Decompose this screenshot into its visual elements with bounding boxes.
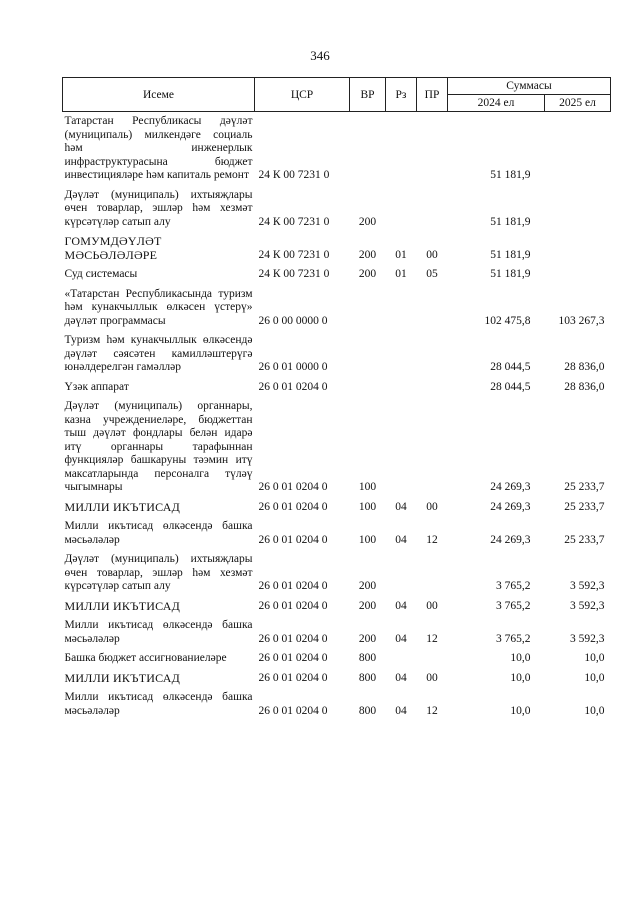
row-pr-code: 00 bbox=[426, 671, 438, 684]
budget-table bbox=[62, 77, 611, 721]
row-vr-code: 800 bbox=[358, 652, 377, 664]
row-name: Үзәк аппарат bbox=[64, 380, 129, 393]
table-row bbox=[63, 378, 611, 398]
row-amount-2024: 51 181,9 bbox=[490, 268, 531, 280]
row-rz-code: 04 bbox=[395, 671, 407, 684]
row-vr-code: 200 bbox=[358, 632, 377, 645]
row-csr-code: 24 К 00 7231 0 bbox=[258, 268, 330, 280]
row-vr-code: 800 bbox=[358, 671, 377, 684]
row-name: Суд системасы bbox=[64, 268, 138, 280]
row-amount-2025: 28 836,0 bbox=[564, 380, 605, 393]
row-csr-code: 26 0 01 0204 0 bbox=[258, 599, 328, 612]
row-rz-code: 01 bbox=[395, 248, 407, 261]
table-header bbox=[63, 78, 611, 112]
row-rz-code bbox=[386, 285, 417, 332]
row-pr-code: 12 bbox=[426, 704, 438, 717]
table-row bbox=[63, 688, 611, 721]
row-rz-code bbox=[386, 186, 417, 233]
row-csr-code: 26 0 01 0000 0 bbox=[258, 361, 328, 373]
header-csr: ЦСР bbox=[255, 78, 350, 112]
header-pr: ПР bbox=[417, 78, 448, 112]
row-amount-2024: 102 475,8 bbox=[484, 314, 531, 327]
row-pr-code: 00 bbox=[426, 599, 438, 612]
row-amount-2025 bbox=[545, 112, 611, 186]
row-name: Дәүләт (муниципаль) органнары, казна учреждениеләре, бюджеттан тыш дәүләт фондлары белән идарә итү органнары тарафыннан функцияләр башкаруны тәэмин итү максатларында персоналга түләү чыгымнары bbox=[64, 400, 253, 493]
row-amount-2024: 3 765,2 bbox=[496, 632, 531, 645]
row-amount-2025: 25 233,7 bbox=[564, 533, 605, 546]
row-amount-2024: 24 269,3 bbox=[490, 481, 531, 493]
table-row bbox=[63, 232, 611, 265]
row-csr-code: 26 0 01 0204 0 bbox=[258, 580, 328, 592]
row-csr-code: 26 0 01 0204 0 bbox=[258, 704, 328, 717]
row-amount-2024: 51 181,9 bbox=[490, 248, 531, 261]
table-row bbox=[63, 649, 611, 669]
row-amount-2024: 3 765,2 bbox=[496, 599, 531, 612]
row-csr-code: 26 0 01 0204 0 bbox=[258, 671, 328, 684]
row-amount-2025 bbox=[545, 265, 611, 285]
row-amount-2025: 28 836,0 bbox=[564, 361, 605, 373]
row-csr-code: 26 0 00 0000 0 bbox=[258, 314, 328, 327]
row-rz-code bbox=[386, 550, 417, 597]
row-vr-code: 200 bbox=[358, 599, 377, 612]
row-vr-code bbox=[350, 378, 386, 398]
row-pr-code bbox=[417, 649, 448, 669]
row-amount-2025: 103 267,3 bbox=[558, 314, 605, 327]
row-rz-code: 04 bbox=[395, 632, 407, 645]
row-amount-2025: 10,0 bbox=[584, 704, 605, 717]
row-pr-code: 12 bbox=[426, 632, 438, 645]
row-amount-2024: 10,0 bbox=[510, 704, 531, 717]
row-name: Милли икътисад өлкәсендә башка мәсьәләләр bbox=[64, 520, 253, 546]
row-rz-code: 04 bbox=[395, 599, 407, 612]
row-name: МИЛЛИ ИКЪТИСАД bbox=[64, 499, 180, 514]
row-pr-code bbox=[417, 186, 448, 233]
table-row bbox=[63, 498, 611, 518]
table-body bbox=[63, 112, 611, 722]
row-amount-2024: 28 044,5 bbox=[490, 361, 531, 373]
row-vr-code: 100 bbox=[358, 500, 377, 513]
row-name: Башка бюджет ассигнованиеләре bbox=[64, 652, 227, 664]
row-pr-code bbox=[417, 331, 448, 378]
row-rz-code: 04 bbox=[395, 533, 407, 546]
row-name: Татарстан Республикасы дәүләт (муниципаль) милкендәге социаль һәм инженерлык инфраструктурасына бюджет инвестицияләре һәм капиталь ремонт bbox=[64, 115, 253, 181]
row-amount-2024: 28 044,5 bbox=[490, 380, 531, 393]
row-vr-code: 200 bbox=[358, 215, 377, 228]
row-amount-2024: 51 181,9 bbox=[490, 215, 531, 228]
row-pr-code bbox=[417, 285, 448, 332]
header-year-2024: 2024 ел bbox=[448, 95, 545, 112]
row-csr-code: 26 0 01 0204 0 bbox=[258, 533, 328, 546]
row-amount-2024: 51 181,9 bbox=[490, 169, 531, 181]
row-name: Милли икътисад өлкәсендә башка мәсьәләләр bbox=[64, 619, 253, 645]
row-rz-code bbox=[386, 397, 417, 498]
row-name: ГОМУМДӘҮЛӘТ МӘСЬӘЛӘЛӘРЕ bbox=[64, 234, 162, 262]
table-row bbox=[63, 397, 611, 498]
row-vr-code bbox=[350, 112, 386, 186]
row-name: Туризм һәм кунакчыллык өлкәсендә дәүләт сәясәтен камилләштерүгә юнәлдерелгән гамәлләр bbox=[64, 334, 253, 373]
row-csr-code: 24 К 00 7231 0 bbox=[258, 215, 330, 228]
table-row bbox=[63, 616, 611, 649]
row-amount-2025: 3 592,3 bbox=[570, 580, 605, 592]
row-rz-code: 01 bbox=[395, 268, 407, 280]
row-amount-2025: 3 592,3 bbox=[570, 632, 605, 645]
row-vr-code: 200 bbox=[358, 580, 377, 592]
row-vr-code bbox=[350, 285, 386, 332]
table-row bbox=[63, 265, 611, 285]
table-row bbox=[63, 597, 611, 617]
row-rz-code bbox=[386, 649, 417, 669]
table-row bbox=[63, 331, 611, 378]
row-amount-2024: 24 269,3 bbox=[490, 500, 531, 513]
table-row bbox=[63, 669, 611, 689]
row-amount-2024: 24 269,3 bbox=[490, 533, 531, 546]
row-amount-2024: 3 765,2 bbox=[496, 580, 531, 592]
row-vr-code: 800 bbox=[358, 704, 377, 717]
row-csr-code: 26 0 01 0204 0 bbox=[258, 652, 328, 664]
row-csr-code: 26 0 01 0204 0 bbox=[258, 632, 328, 645]
row-csr-code: 24 К 00 7231 0 bbox=[258, 169, 330, 181]
table-row bbox=[63, 550, 611, 597]
row-amount-2024: 10,0 bbox=[510, 671, 531, 684]
row-pr-code: 12 bbox=[426, 533, 438, 546]
row-rz-code: 04 bbox=[395, 500, 407, 513]
row-pr-code: 00 bbox=[426, 248, 438, 261]
row-amount-2025 bbox=[545, 232, 611, 265]
row-vr-code: 200 bbox=[358, 268, 377, 280]
row-name: МИЛЛИ ИКЪТИСАД bbox=[64, 670, 180, 685]
row-amount-2025: 25 233,7 bbox=[564, 481, 605, 493]
table-row bbox=[63, 285, 611, 332]
row-csr-code: 26 0 01 0204 0 bbox=[258, 500, 328, 513]
row-amount-2025: 10,0 bbox=[584, 652, 605, 664]
row-csr-code: 26 0 01 0204 0 bbox=[258, 481, 328, 493]
row-vr-code: 100 bbox=[358, 481, 377, 493]
header-vr: ВР bbox=[350, 78, 386, 112]
row-vr-code: 100 bbox=[358, 533, 377, 546]
row-amount-2024: 10,0 bbox=[510, 652, 531, 664]
row-pr-code bbox=[417, 550, 448, 597]
row-rz-code: 04 bbox=[395, 704, 407, 717]
row-pr-code bbox=[417, 397, 448, 498]
row-rz-code bbox=[386, 331, 417, 378]
row-csr-code: 26 0 01 0204 0 bbox=[258, 380, 328, 393]
row-vr-code: 200 bbox=[358, 248, 377, 261]
page-number: 346 bbox=[310, 48, 330, 63]
header-rz: Рз bbox=[386, 78, 417, 112]
row-pr-code: 00 bbox=[426, 500, 438, 513]
row-amount-2025: 3 592,3 bbox=[570, 599, 605, 612]
row-name: Дәүләт (муниципаль) ихтыяҗлары өчен товарлар, эшләр һәм хезмәт күрсәтүләр сатып алу bbox=[64, 188, 253, 228]
row-rz-code bbox=[386, 112, 417, 186]
row-pr-code bbox=[417, 112, 448, 186]
row-amount-2025 bbox=[545, 186, 611, 233]
row-vr-code bbox=[350, 331, 386, 378]
table-row bbox=[63, 112, 611, 186]
row-name: Милли икътисад өлкәсендә башка мәсьәләләр bbox=[64, 691, 253, 717]
header-sums: Суммасы bbox=[448, 78, 611, 95]
table-row bbox=[63, 517, 611, 550]
row-pr-code: 05 bbox=[426, 268, 438, 280]
table-row bbox=[63, 186, 611, 233]
header-name: Исеме bbox=[63, 78, 255, 112]
row-name: Дәүләт (муниципаль) ихтыяҗлары өчен товарлар, эшләр һәм хезмәт күрсәтүләр сатып алу bbox=[64, 553, 253, 592]
row-name: МИЛЛИ ИКЪТИСАД bbox=[64, 598, 180, 613]
row-csr-code: 24 К 00 7231 0 bbox=[258, 248, 330, 261]
row-pr-code bbox=[417, 378, 448, 398]
header-year-2025: 2025 ел bbox=[545, 95, 611, 112]
row-amount-2025: 25 233,7 bbox=[564, 500, 605, 513]
row-amount-2025: 10,0 bbox=[584, 671, 605, 684]
row-rz-code bbox=[386, 378, 417, 398]
row-name: «Татарстан Республикасында туризм һәм кунакчыллык өлкәсен үстерү» дәүләт программасы bbox=[64, 287, 253, 327]
